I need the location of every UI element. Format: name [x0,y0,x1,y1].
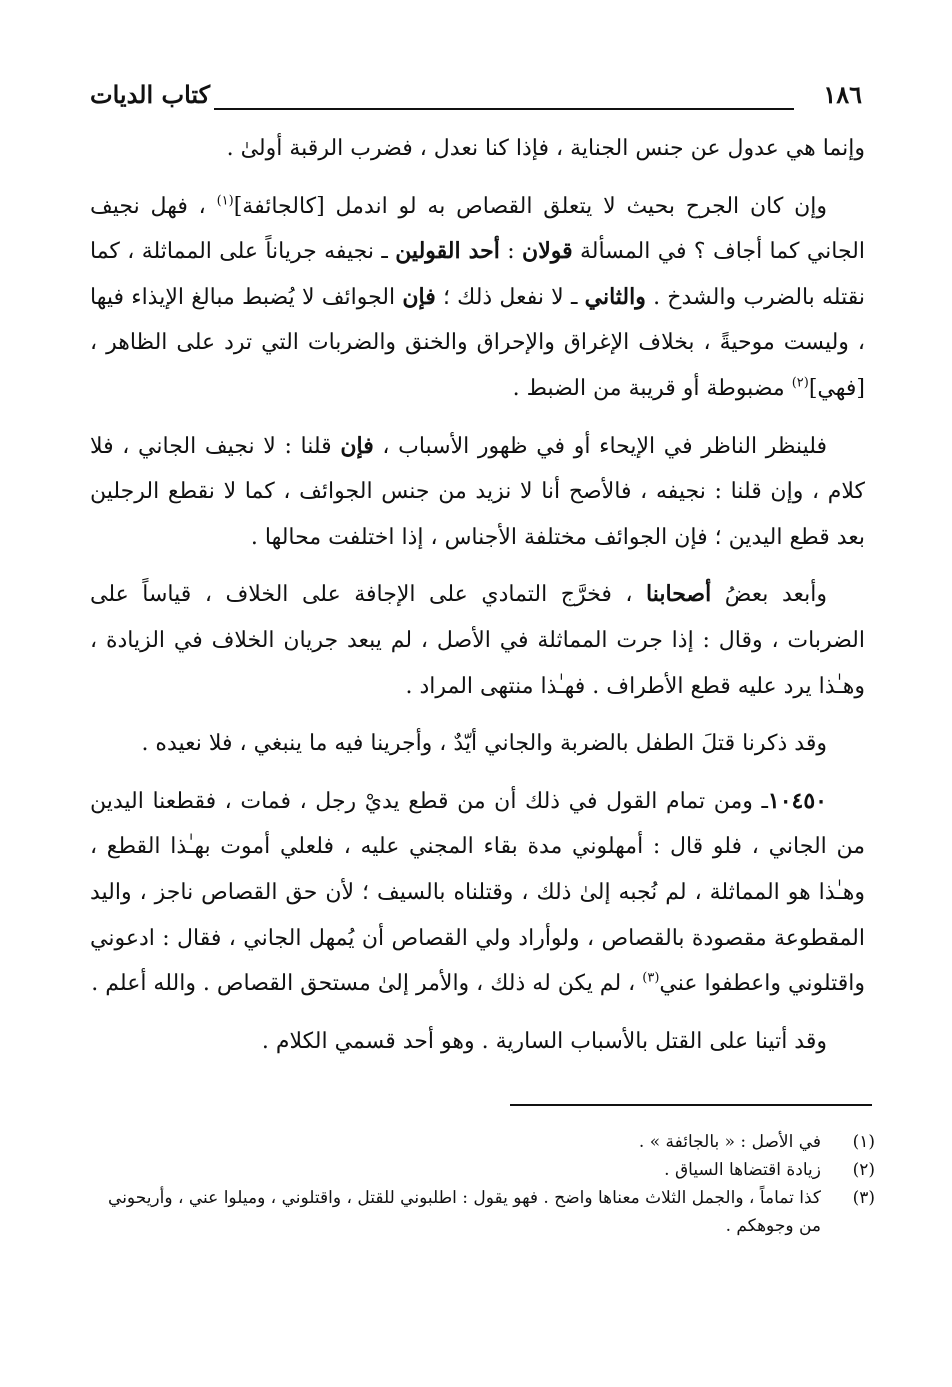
footnote-ref: (١) [216,193,234,209]
footnote-text: كذا تماماً ، والجمل الثلاث معناها واضح . فهو يقول : اطلبوني للقتل ، واقتلوني ، وميلوا عني ، وأريحوني من وجوهكم . [108,1188,821,1236]
footnote-ref: (٢) [791,375,809,391]
footnote-text: زيادة اقتضاها السياق . [664,1160,821,1180]
paragraph-7: وقد أتينا على القتل بالأسباب السارية . وهو أحد قسمي الكلام . [261,1028,827,1054]
book-title: كتاب الديات [90,80,211,109]
paragraph-3: فلينظر الناظر في الإيحاء أو في ظهور الأسباب ، فإن قلنا : لا نجيف الجاني ، فلا كلام ، وإن قلنا : نجيفه ، فالأصح أنا لا نزيد من جنس الجوائف ، كما لا نقطع الرجلين بعد قطع اليدين ؛ فإن الجوائف مختلفة الأجناس ، إذا اختلفت محالها . [90,432,865,550]
footnote-3 [90,1184,875,1240]
paragraph-1: وإنما هي عدول عن جنس الجناية ، فإذا كنا نعدل ، فضرب الرقبة أولىٰ . [226,136,865,161]
paragraph-5: وقد ذكرنا قتلَ الطفل بالضربة والجاني أيّدٌ ، وأجرينا فيه ما ينبغي ، فلا نعيده . [141,731,827,757]
footnotes [90,1128,875,1240]
header-rule [214,108,794,110]
paragraph-2: وإن كان الجرح بحيث لا يتعلق القصاص به لو اندمل [كالجائفة]$^{(١)}$ ، فهل نجيف الجاني كما أجاف ؟ في المسألة قولان : أحد القولين ـ نجيفه جرياناً على المماثلة ، كما نقتله بالضرب والشدخ . والثاني ـ لا نفعل ذلك ؛ فإن الجوائف لا يُضبط مبالغ الإيذاء فيها ، وليست موحيةً ، بخلاف الإغراق والإحراق والخنق والضربات التي ترد على الظاهر ، [فهي]$^{(٢)}$ مضبوطة أو قريبة من الضبط . [90,193,865,401]
footnote-number: (٣) [852,1188,875,1208]
footnote-text: في الأصل : « بالجائفة » . [638,1132,821,1152]
paragraph-6: ١٠٤٥٠ـ ومن تمام القول في ذلك أن من قطع يديْ رجل ، فمات ، فقطعنا اليدين من الجاني ، فلو قال : أمهلوني مدة بقاء المجني عليه ، فلعلي أموت بهـٰذا القطع ، وهـٰذا هو المماثلة ، لم نُجبه إلىٰ ذلك ، وقتلناه بالسيف ؛ لأن حق القصاص ناجز ، واليد المقطوعة مقصودة بالقصاص ، ولوأراد ولي القصاص أن يُمهل الجاني ، فقال : ادعوني واقتلوني واعطفوا عني$^{(٣)}$ ، لم يكن له ذلك ، والأمر إلىٰ مستحق القصاص . والله أعلم . [90,787,865,997]
footnote-2 [90,1156,875,1184]
footnote-separator [510,1104,872,1106]
footnote-1 [90,1128,875,1156]
page-number: ١٨٦ [823,80,862,109]
section-number: ١٠٤٥٠ [767,787,827,814]
footnote-number: (٢) [852,1160,875,1180]
paragraph-4: وأبعد بعضُ أصحابنا ، فخرَّج التمادي على الإجافة على الخلاف ، قياساً على الضربات ، وقال : إذا جرت المماثلة في الأصل ، لم يبعد جريان الخلاف في الزيادة ، وهـٰذا يرد عليه قطع الأطراف . فهـٰذا منتهى المراد . [90,581,865,699]
footnote-number: (١) [852,1132,875,1152]
running-header [90,78,862,118]
footnote-ref: (٣) [642,970,660,986]
main-text [90,126,865,1064]
